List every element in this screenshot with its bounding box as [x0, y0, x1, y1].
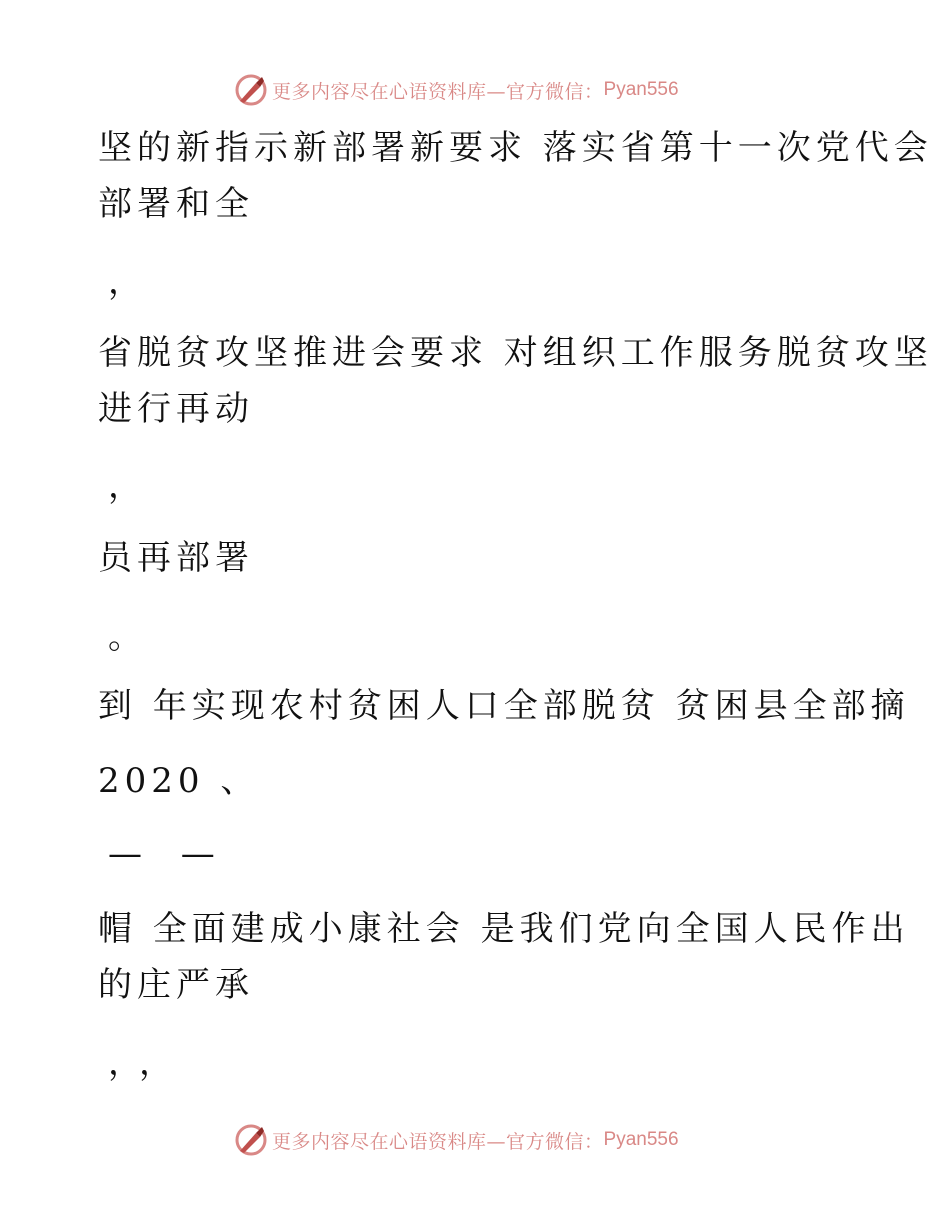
- watermark-text: 更多内容尽在心语资料库—官方微信：: [272, 80, 604, 103]
- text-line-13: 的庄严承: [98, 965, 254, 1005]
- text-line-4: 省脱贫攻坚推进会要求 对组织工作服务脱贫攻坚: [98, 333, 933, 373]
- text-line-14: ，，: [108, 1043, 187, 1083]
- text-line-9: 到 年实现农村贫困人口全部脱贫 贫困县全部摘: [98, 686, 910, 726]
- pen-logo-icon: [234, 1123, 268, 1157]
- watermark-wechat-id: Pyan556: [603, 79, 679, 100]
- text-line-8: 。: [108, 617, 156, 657]
- text-line-12: 帽 全面建成小康社会 是我们党向全国人民作出: [98, 909, 910, 949]
- text-line-11: — —: [108, 834, 229, 874]
- text-line-10: 2020 、: [98, 761, 260, 801]
- text-line-3: ，: [108, 262, 156, 302]
- text-line-2: 部署和全: [98, 184, 254, 224]
- footer-watermark: [234, 1122, 679, 1158]
- header-watermark: [234, 72, 679, 108]
- text-line-7: 员再部署: [98, 538, 254, 578]
- text-line-6: ，: [108, 466, 156, 506]
- watermark-text: 更多内容尽在心语资料库—官方微信：: [272, 1130, 604, 1153]
- text-line-1: 坚的新指示新部署新要求 落实省第十一次党代会: [98, 128, 933, 168]
- text-line-5: 进行再动: [98, 389, 254, 429]
- pen-logo-icon: [234, 73, 268, 107]
- watermark-wechat-id: Pyan556: [603, 1129, 679, 1150]
